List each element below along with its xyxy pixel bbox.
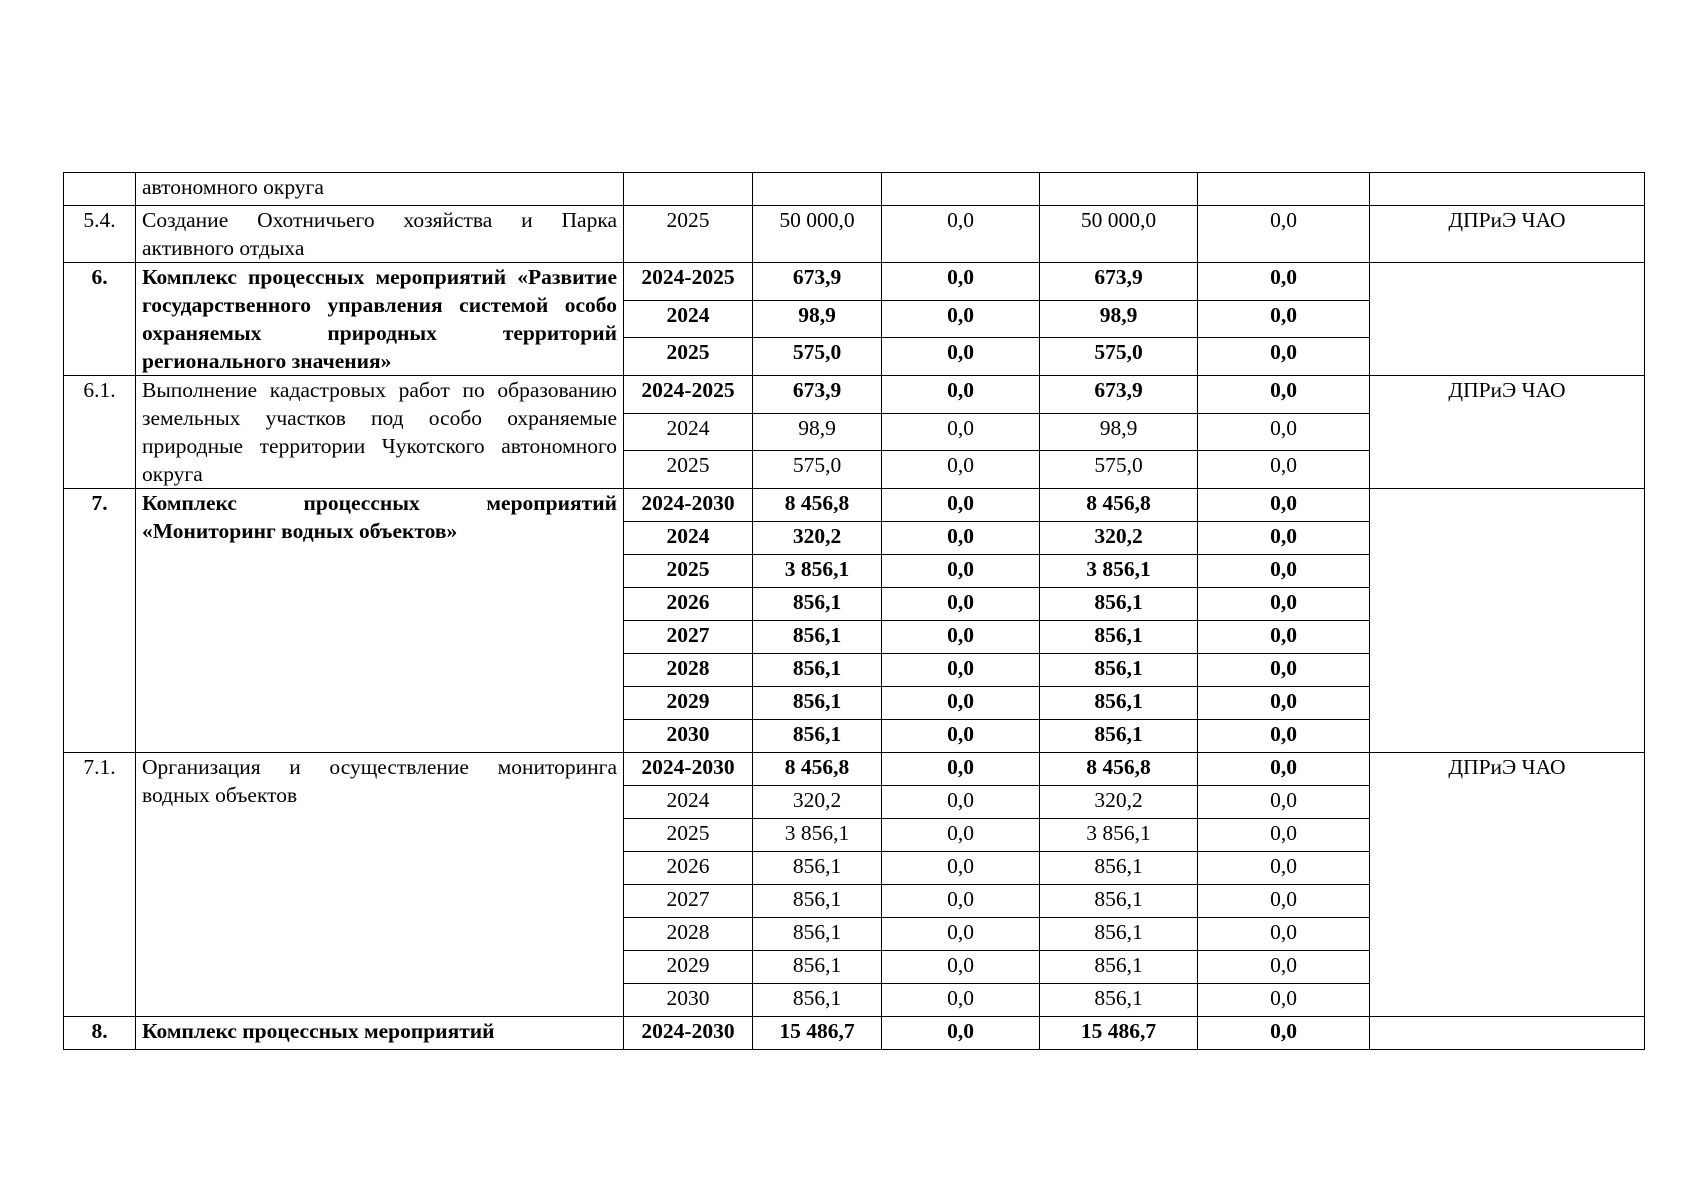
table-row: [64, 206, 1645, 263]
regional-cell: 3 856,1: [1040, 819, 1198, 852]
responsible-executor: ДПРиЭ ЧАО: [1370, 376, 1645, 489]
federal-cell: 0,0: [882, 413, 1040, 451]
regional-cell: 673,9: [1040, 376, 1198, 414]
other-cell: 0,0: [1198, 588, 1370, 621]
federal-cell: [882, 173, 1040, 206]
period-cell: 2024-2030: [624, 489, 753, 522]
federal-cell: 0,0: [882, 376, 1040, 414]
regional-cell: 320,2: [1040, 786, 1198, 819]
other-cell: 0,0: [1198, 263, 1370, 301]
period-cell: 2024-2025: [624, 376, 753, 414]
federal-cell: 0,0: [882, 489, 1040, 522]
regional-cell: 575,0: [1040, 338, 1198, 376]
regional-cell: 856,1: [1040, 951, 1198, 984]
period-cell: 2024-2025: [624, 263, 753, 301]
total-cell: 856,1: [753, 621, 882, 654]
period-cell: 2027: [624, 621, 753, 654]
total-cell: 856,1: [753, 852, 882, 885]
period-cell: 2024: [624, 522, 753, 555]
responsible-executor: ДПРиЭ ЧАО: [1370, 206, 1645, 263]
period-cell: 2025: [624, 555, 753, 588]
total-cell: 575,0: [753, 338, 882, 376]
other-cell: 0,0: [1198, 206, 1370, 263]
other-cell: 0,0: [1198, 654, 1370, 687]
period-cell: 2024: [624, 786, 753, 819]
total-cell: 320,2: [753, 522, 882, 555]
total-cell: 15 486,7: [753, 1017, 882, 1050]
total-cell: 856,1: [753, 984, 882, 1017]
period-cell: 2028: [624, 918, 753, 951]
federal-cell: 0,0: [882, 1017, 1040, 1050]
table-row: [64, 376, 1645, 414]
federal-cell: 0,0: [882, 720, 1040, 753]
federal-cell: 0,0: [882, 300, 1040, 338]
period-cell: [624, 173, 753, 206]
regional-cell: 3 856,1: [1040, 555, 1198, 588]
period-cell: 2030: [624, 720, 753, 753]
item-name: Комплекс процессных мероприятий: [136, 1017, 624, 1050]
other-cell: 0,0: [1198, 300, 1370, 338]
federal-cell: 0,0: [882, 984, 1040, 1017]
other-cell: 0,0: [1198, 1017, 1370, 1050]
federal-cell: 0,0: [882, 786, 1040, 819]
regional-cell: 15 486,7: [1040, 1017, 1198, 1050]
total-cell: 673,9: [753, 376, 882, 414]
federal-cell: 0,0: [882, 621, 1040, 654]
regional-cell: 856,1: [1040, 621, 1198, 654]
responsible-executor: [1370, 489, 1645, 753]
budget-table: [63, 172, 1645, 1050]
item-name: Комплекс процессных мероприятий «Мониторинг водных объектов»: [136, 489, 624, 753]
other-cell: 0,0: [1198, 376, 1370, 414]
total-cell: 320,2: [753, 786, 882, 819]
total-cell: [753, 173, 882, 206]
period-cell: 2024-2030: [624, 1017, 753, 1050]
regional-cell: 856,1: [1040, 885, 1198, 918]
period-cell: 2026: [624, 588, 753, 621]
regional-cell: 98,9: [1040, 413, 1198, 451]
regional-cell: 856,1: [1040, 918, 1198, 951]
item-number: 7.1.: [64, 753, 136, 1017]
total-cell: 856,1: [753, 654, 882, 687]
federal-cell: 0,0: [882, 654, 1040, 687]
period-cell: 2030: [624, 984, 753, 1017]
total-cell: 856,1: [753, 885, 882, 918]
total-cell: 856,1: [753, 918, 882, 951]
period-cell: 2026: [624, 852, 753, 885]
federal-cell: 0,0: [882, 206, 1040, 263]
federal-cell: 0,0: [882, 918, 1040, 951]
regional-cell: 673,9: [1040, 263, 1198, 301]
federal-cell: 0,0: [882, 951, 1040, 984]
other-cell: [1198, 173, 1370, 206]
period-cell: 2024: [624, 300, 753, 338]
item-number: 6.: [64, 263, 136, 376]
table-row: [64, 263, 1645, 301]
item-number: 7.: [64, 489, 136, 753]
item-name: Создание Охотничьего хозяйства и Парка активного отдыха: [136, 206, 624, 263]
responsible-executor: [1370, 1017, 1645, 1050]
other-cell: 0,0: [1198, 522, 1370, 555]
total-cell: 575,0: [753, 451, 882, 489]
other-cell: 0,0: [1198, 621, 1370, 654]
table-body: [64, 173, 1645, 1050]
total-cell: 856,1: [753, 687, 882, 720]
regional-cell: 320,2: [1040, 522, 1198, 555]
federal-cell: 0,0: [882, 885, 1040, 918]
other-cell: 0,0: [1198, 819, 1370, 852]
responsible-executor: ДПРиЭ ЧАО: [1370, 753, 1645, 1017]
other-cell: 0,0: [1198, 852, 1370, 885]
period-cell: 2025: [624, 819, 753, 852]
other-cell: 0,0: [1198, 918, 1370, 951]
federal-cell: 0,0: [882, 263, 1040, 301]
total-cell: 856,1: [753, 720, 882, 753]
regional-cell: 856,1: [1040, 654, 1198, 687]
item-number: 5.4.: [64, 206, 136, 263]
total-cell: 3 856,1: [753, 555, 882, 588]
total-cell: 98,9: [753, 300, 882, 338]
period-cell: 2028: [624, 654, 753, 687]
other-cell: 0,0: [1198, 951, 1370, 984]
period-cell: 2024-2030: [624, 753, 753, 786]
regional-cell: 8 456,8: [1040, 753, 1198, 786]
period-cell: 2024: [624, 413, 753, 451]
federal-cell: 0,0: [882, 451, 1040, 489]
other-cell: 0,0: [1198, 687, 1370, 720]
total-cell: 98,9: [753, 413, 882, 451]
total-cell: 8 456,8: [753, 489, 882, 522]
other-cell: 0,0: [1198, 720, 1370, 753]
period-cell: 2025: [624, 451, 753, 489]
period-cell: 2025: [624, 206, 753, 263]
regional-cell: 98,9: [1040, 300, 1198, 338]
item-name: автономного округа: [136, 173, 624, 206]
total-cell: 856,1: [753, 951, 882, 984]
federal-cell: 0,0: [882, 555, 1040, 588]
regional-cell: 856,1: [1040, 984, 1198, 1017]
federal-cell: 0,0: [882, 819, 1040, 852]
regional-cell: 575,0: [1040, 451, 1198, 489]
federal-cell: 0,0: [882, 753, 1040, 786]
regional-cell: [1040, 173, 1198, 206]
table-row: [64, 173, 1645, 206]
regional-cell: 856,1: [1040, 720, 1198, 753]
item-name: Организация и осуществление мониторинга водных объектов: [136, 753, 624, 1017]
total-cell: 673,9: [753, 263, 882, 301]
other-cell: 0,0: [1198, 885, 1370, 918]
item-number: 8.: [64, 1017, 136, 1050]
total-cell: 8 456,8: [753, 753, 882, 786]
federal-cell: 0,0: [882, 588, 1040, 621]
item-number: 6.1.: [64, 376, 136, 489]
period-cell: 2027: [624, 885, 753, 918]
table-row: [64, 753, 1645, 786]
period-cell: 2025: [624, 338, 753, 376]
responsible-executor: [1370, 173, 1645, 206]
other-cell: 0,0: [1198, 786, 1370, 819]
other-cell: 0,0: [1198, 338, 1370, 376]
total-cell: 856,1: [753, 588, 882, 621]
regional-cell: 50 000,0: [1040, 206, 1198, 263]
other-cell: 0,0: [1198, 451, 1370, 489]
item-number: [64, 173, 136, 206]
federal-cell: 0,0: [882, 338, 1040, 376]
total-cell: 50 000,0: [753, 206, 882, 263]
item-name: Комплекс процессных мероприятий «Развитие государственного управления системой особо охраняемых природных территорий регионального значения»: [136, 263, 624, 376]
regional-cell: 8 456,8: [1040, 489, 1198, 522]
other-cell: 0,0: [1198, 555, 1370, 588]
total-cell: 3 856,1: [753, 819, 882, 852]
other-cell: 0,0: [1198, 489, 1370, 522]
period-cell: 2029: [624, 687, 753, 720]
other-cell: 0,0: [1198, 753, 1370, 786]
table-row: [64, 1017, 1645, 1050]
item-name: Выполнение кадастровых работ по образованию земельных участков под особо охраняемые природные территории Чукотского автономного округа: [136, 376, 624, 489]
other-cell: 0,0: [1198, 984, 1370, 1017]
federal-cell: 0,0: [882, 687, 1040, 720]
other-cell: 0,0: [1198, 413, 1370, 451]
period-cell: 2029: [624, 951, 753, 984]
responsible-executor: [1370, 263, 1645, 376]
regional-cell: 856,1: [1040, 852, 1198, 885]
regional-cell: 856,1: [1040, 687, 1198, 720]
table-row: [64, 489, 1645, 522]
regional-cell: 856,1: [1040, 588, 1198, 621]
federal-cell: 0,0: [882, 522, 1040, 555]
federal-cell: 0,0: [882, 852, 1040, 885]
